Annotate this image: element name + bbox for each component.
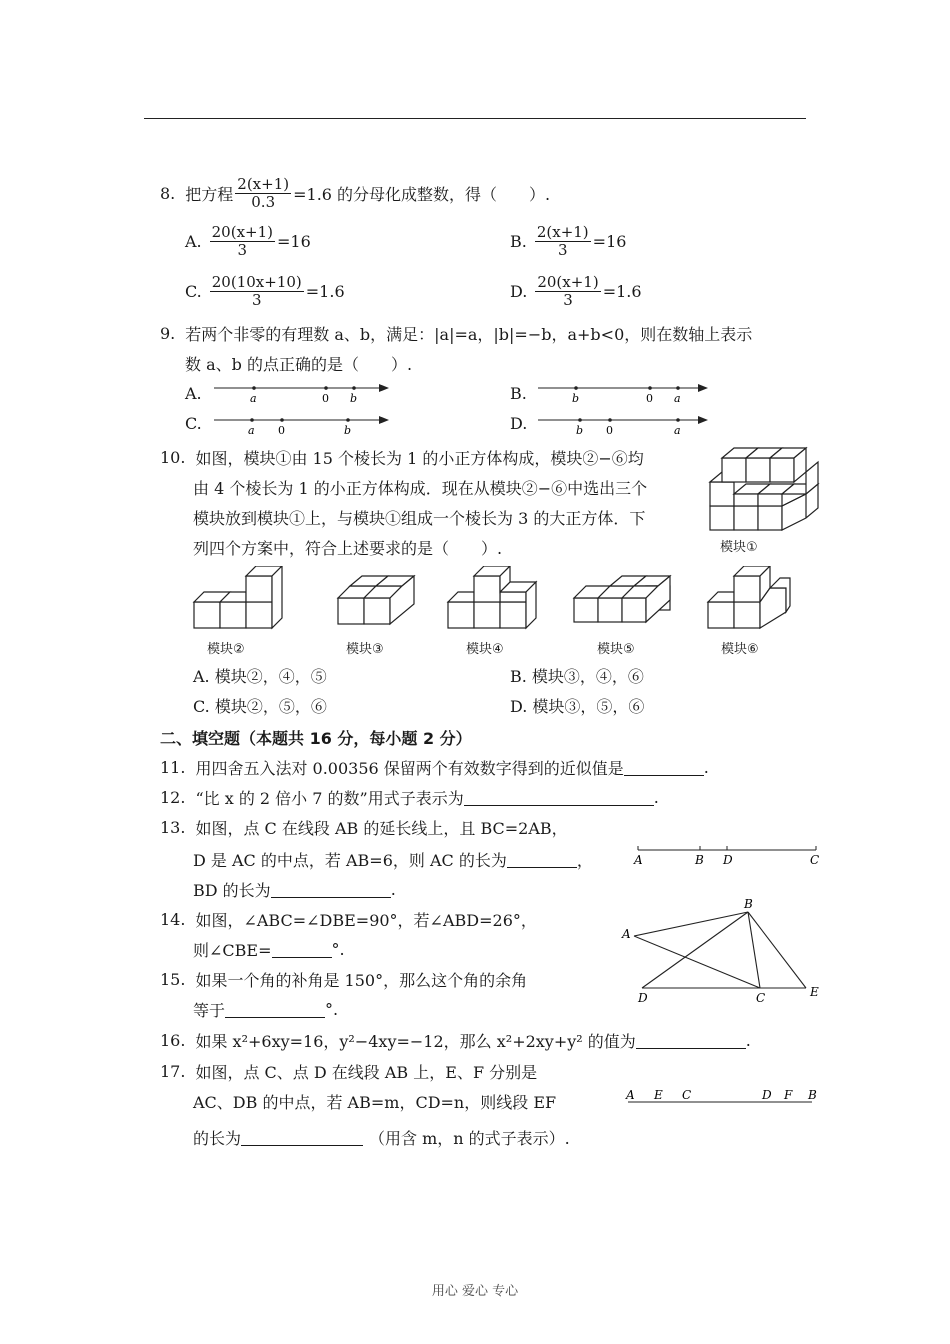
q17-line1: 17. 如图，点 C、点 D 在线段 AB 上，E、F 分别是 bbox=[160, 1062, 538, 1082]
q17-segment-figure bbox=[622, 1086, 822, 1108]
q9-option-a[interactable]: A. bbox=[185, 384, 202, 403]
q9-option-d[interactable]: D. bbox=[510, 414, 528, 433]
svg-text:C: C bbox=[682, 1088, 692, 1102]
svg-text:A: A bbox=[634, 853, 643, 867]
module6-figure bbox=[706, 566, 796, 636]
q10-option-a[interactable]: A. 模块②，④，⑤ bbox=[193, 667, 327, 686]
q9-c-label-3: b bbox=[344, 424, 352, 436]
q8-option-b[interactable]: B. $\frac{2(x+1)}{3}$ =16 bbox=[510, 223, 627, 259]
q13-line1: 13. 如图，点 C 在线段 AB 的延长线上，且 BC=2AB， bbox=[160, 818, 568, 838]
q8-pre: 把方程 bbox=[185, 185, 234, 204]
svg-text:B: B bbox=[695, 853, 704, 867]
q14-angle-figure bbox=[620, 896, 828, 1006]
q8-stem bbox=[160, 176, 550, 211]
q11-answer-blank[interactable] bbox=[624, 759, 704, 776]
svg-text:B: B bbox=[744, 897, 753, 911]
q16-answer-blank[interactable] bbox=[636, 1032, 746, 1049]
q14-line2: 则∠CBE= °. bbox=[193, 940, 345, 960]
module1-figure bbox=[706, 440, 830, 538]
q11: 11. 用四舍五入法对 0.00356 保留两个有效数字得到的近似值是 . bbox=[160, 758, 709, 778]
svg-text:D: D bbox=[638, 991, 648, 1005]
q17-answer-blank[interactable] bbox=[241, 1129, 363, 1146]
module4-figure bbox=[446, 566, 542, 636]
svg-text:A: A bbox=[626, 1088, 635, 1102]
q8-option-d[interactable]: D. $\frac{20(x+1)}{3}$ =1.6 bbox=[510, 273, 642, 309]
q9-a-label-3: b bbox=[350, 392, 358, 404]
q10-line2: 由 4 个棱长为 1 的小正方体构成．现在从模块②−⑥中选出三个 bbox=[193, 479, 648, 498]
q8-fraction: $\frac{2(x+1)}{0.3}$ bbox=[237, 175, 290, 211]
q8-option-a[interactable]: A. $\frac{20(x+1)}{3}$ =16 bbox=[185, 223, 311, 259]
svg-text:C: C bbox=[810, 853, 820, 867]
q13-segment-figure bbox=[630, 840, 826, 868]
q13-line2: D 是 AC 的中点，若 AB=6，则 AC 的长为 ， bbox=[193, 851, 593, 870]
q9-axis-a bbox=[214, 380, 394, 404]
q8-option-c[interactable]: C. $\frac{20(10x+10)}{3}$ =1.6 bbox=[185, 273, 345, 309]
module3-figure bbox=[336, 574, 422, 636]
module3-label: 模块③ bbox=[346, 642, 384, 657]
svg-text:B: B bbox=[808, 1088, 817, 1102]
module2-figure bbox=[192, 566, 288, 636]
module4-label: 模块④ bbox=[466, 642, 504, 657]
q15-line1: 15. 如果一个角的补角是 150°，那么这个角的余角 bbox=[160, 970, 528, 990]
q17-line3: 的长为 （用含 m，n 的式子表示）. bbox=[193, 1129, 570, 1148]
q9-a-label-1: a bbox=[250, 392, 257, 404]
q9-c-label-2: 0 bbox=[278, 424, 285, 436]
q9-d-label-3: a bbox=[674, 424, 681, 436]
svg-text:A: A bbox=[622, 927, 631, 941]
module2-label: 模块② bbox=[207, 642, 245, 657]
q9-d-label-2: 0 bbox=[606, 424, 613, 436]
q9-option-b[interactable]: B. bbox=[510, 384, 527, 403]
q9-line1: 9. 若两个非零的有理数 a、b，满足：|a|=a，|b|=−b，a+b<0，则在数轴上表示 bbox=[160, 324, 753, 344]
q9-line2: 数 a、b 的点正确的是（ ）. bbox=[185, 355, 413, 374]
svg-text:E: E bbox=[810, 985, 819, 999]
module5-figure bbox=[572, 574, 676, 636]
q9-axis-c bbox=[214, 412, 394, 436]
q9-axis-d bbox=[538, 412, 718, 436]
q13-line3: BD 的长为 . bbox=[193, 880, 396, 900]
q8-number: 8. bbox=[160, 184, 176, 203]
module5-label: 模块⑤ bbox=[597, 642, 635, 657]
svg-text:D: D bbox=[762, 1088, 772, 1102]
q9-c-label-1: a bbox=[248, 424, 255, 436]
q9-axis-b bbox=[538, 380, 718, 404]
q16: 16. 如果 x²+6xy=16，y²−4xy=−12，那么 x²+2xy+y² 的值为 . bbox=[160, 1031, 751, 1051]
q10-line3: 模块放到模块①上，与模块①组成一个棱长为 3 的大正方体．下 bbox=[193, 509, 646, 528]
page-footer: 用心 爱心 专心 bbox=[431, 1284, 519, 1299]
q9-b-label-2: 0 bbox=[646, 392, 653, 404]
q9-b-label-1: b bbox=[572, 392, 580, 404]
q9-d-label-1: b bbox=[576, 424, 584, 436]
q14-answer-blank[interactable] bbox=[272, 941, 332, 958]
q17-line2: AC、DB 的中点，若 AB=m，CD=n，则线段 EF bbox=[193, 1093, 557, 1112]
q15-line2: 等于 °. bbox=[193, 1000, 339, 1020]
module6-label: 模块⑥ bbox=[721, 642, 759, 657]
q10-option-d[interactable]: D. 模块③，⑤，⑥ bbox=[510, 697, 645, 716]
svg-text:C: C bbox=[756, 991, 766, 1005]
module1-label: 模块① bbox=[720, 540, 758, 555]
q10-option-b[interactable]: B. 模块③，④，⑥ bbox=[510, 667, 644, 686]
header-rule bbox=[144, 118, 806, 119]
q8-post: =1.6 的分母化成整数，得（ ）. bbox=[293, 185, 551, 204]
svg-text:D: D bbox=[723, 853, 733, 867]
q15-answer-blank[interactable] bbox=[225, 1001, 325, 1018]
q13-bd-blank[interactable] bbox=[271, 881, 391, 898]
svg-text:E: E bbox=[654, 1088, 663, 1102]
q10-line4: 列四个方案中，符合上述要求的是（ ）. bbox=[193, 539, 503, 558]
q10-option-c[interactable]: C. 模块②，⑤，⑥ bbox=[193, 697, 327, 716]
section2-title: 二、填空题（本题共 16 分，每小题 2 分） bbox=[160, 729, 472, 748]
q9-a-label-2: 0 bbox=[322, 392, 329, 404]
svg-text:F: F bbox=[784, 1088, 793, 1102]
q13-ac-blank[interactable] bbox=[507, 851, 577, 868]
q9-b-label-3: a bbox=[674, 392, 681, 404]
q14-line1: 14. 如图，∠ABC=∠DBE=90°，若∠ABD=26°， bbox=[160, 910, 537, 930]
q9-option-c[interactable]: C. bbox=[185, 414, 202, 433]
q10-line1: 10. 如图，模块①由 15 个棱长为 1 的小正方体构成，模块②−⑥均 bbox=[160, 448, 644, 468]
q12-answer-blank[interactable] bbox=[464, 789, 654, 806]
q12: 12. “比 x 的 2 倍小 7 的数”用式子表示为 . bbox=[160, 788, 659, 808]
